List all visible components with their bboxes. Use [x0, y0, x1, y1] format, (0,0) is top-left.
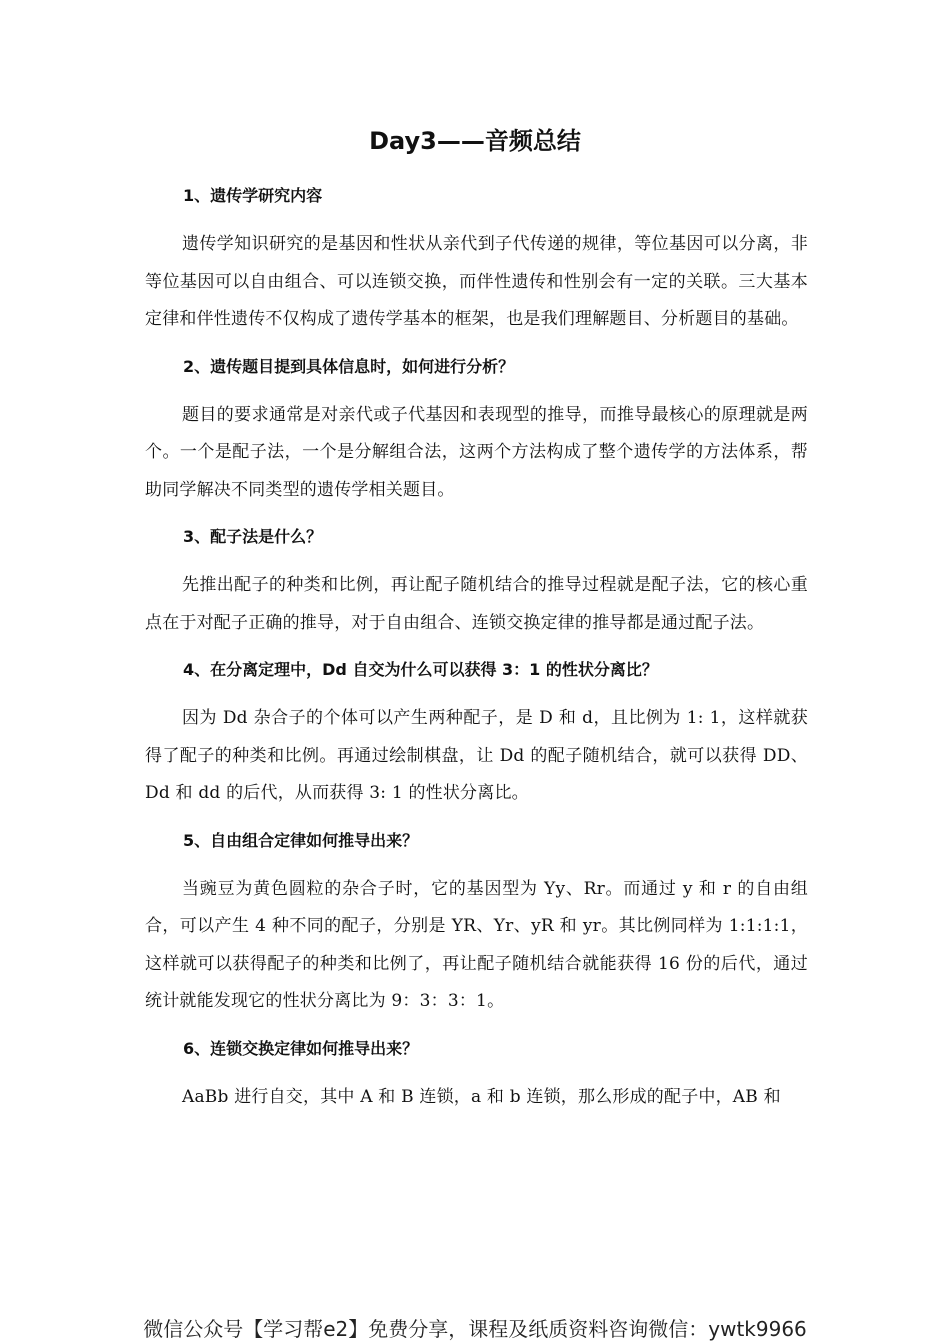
section-paragraph: 因为 Dd 杂合子的个体可以产生两种配子，是 D 和 d，且比例为 1: 1，这样就获得了配子的种类和比例。再通过绘制棋盘，让 Dd 的配子随机结合，就可以获得 DD、Dd 和 dd 的后代，从而获得 3: 1 的性状分离比。 — [145, 708, 808, 803]
page-title: Day3——音频总结 — [369, 127, 581, 155]
footer-watermark-text: 微信公众号【学习帮e2】免费分享，课程及纸质资料咨询微信：ywtk9966 — [143, 1317, 807, 1341]
section-5 — [145, 825, 808, 1033]
section-paragraph: 先推出配子的种类和比例，再让配子随机结合的推导过程就是配子法，它的核心重点在于对配子正确的推导，对于自由组合、连锁交换定律的推导都是通过配子法。 — [145, 575, 808, 633]
section-4 — [145, 654, 808, 825]
section-heading: 5、自由组合定律如何推导出来？ — [183, 830, 419, 850]
section-heading: 6、连锁交换定律如何推导出来？ — [183, 1038, 419, 1058]
section-2 — [145, 351, 808, 522]
section-paragraph: 题目的要求通常是对亲代或子代基因和表现型的推导，而推导最核心的原理就是两个。一个是配子法，一个是分解组合法，这两个方法构成了整个遗传学的方法体系，帮助同学解决不同类型的遗传学相关题目。 — [145, 404, 808, 500]
section-paragraph: 遗传学知识研究的是基因和性状从亲代到子代传递的规律，等位基因可以分离，非等位基因可以自由组合、可以连锁交换，而伴性遗传和性别会有一定的关联。三大基本定律和伴性遗传不仅构成了遗传学基本的框架，也是我们理解题目、分析题目的基础。 — [145, 234, 808, 329]
section-3 — [145, 521, 808, 654]
section-paragraph: AaBb 进行自交，其中 A 和 B 连锁，a 和 b 连锁，那么形成的配子中，AB 和 — [182, 1086, 781, 1107]
section-heading: 3、配子法是什么？ — [183, 527, 323, 546]
section-6 — [145, 1033, 808, 1117]
section-heading: 4、在分离定理中，Dd 自交为什么可以获得 3：1 的性状分离比？ — [183, 660, 658, 679]
section-heading: 2、遗传题目提到具体信息时，如何进行分析？ — [183, 356, 515, 376]
section-1 — [145, 180, 808, 351]
section-paragraph: 当豌豆为黄色圆粒的杂合子时，它的基因型为 Yy、Rr。而通过 y 和 r 的自由组合，可以产生 4 种不同的配子，分别是 YR、Yr、yR 和 yr。其比例同样为 1:1:1:1，这样就可以获得配子的种类和比例了，再让配子随机结合就能获得 16 份的后代，通过统计就能发现它的性状分离比为 9：3：3：1。 — [145, 878, 808, 1011]
document-body — [145, 180, 808, 1116]
section-heading: 1、遗传学研究内容 — [183, 186, 323, 205]
